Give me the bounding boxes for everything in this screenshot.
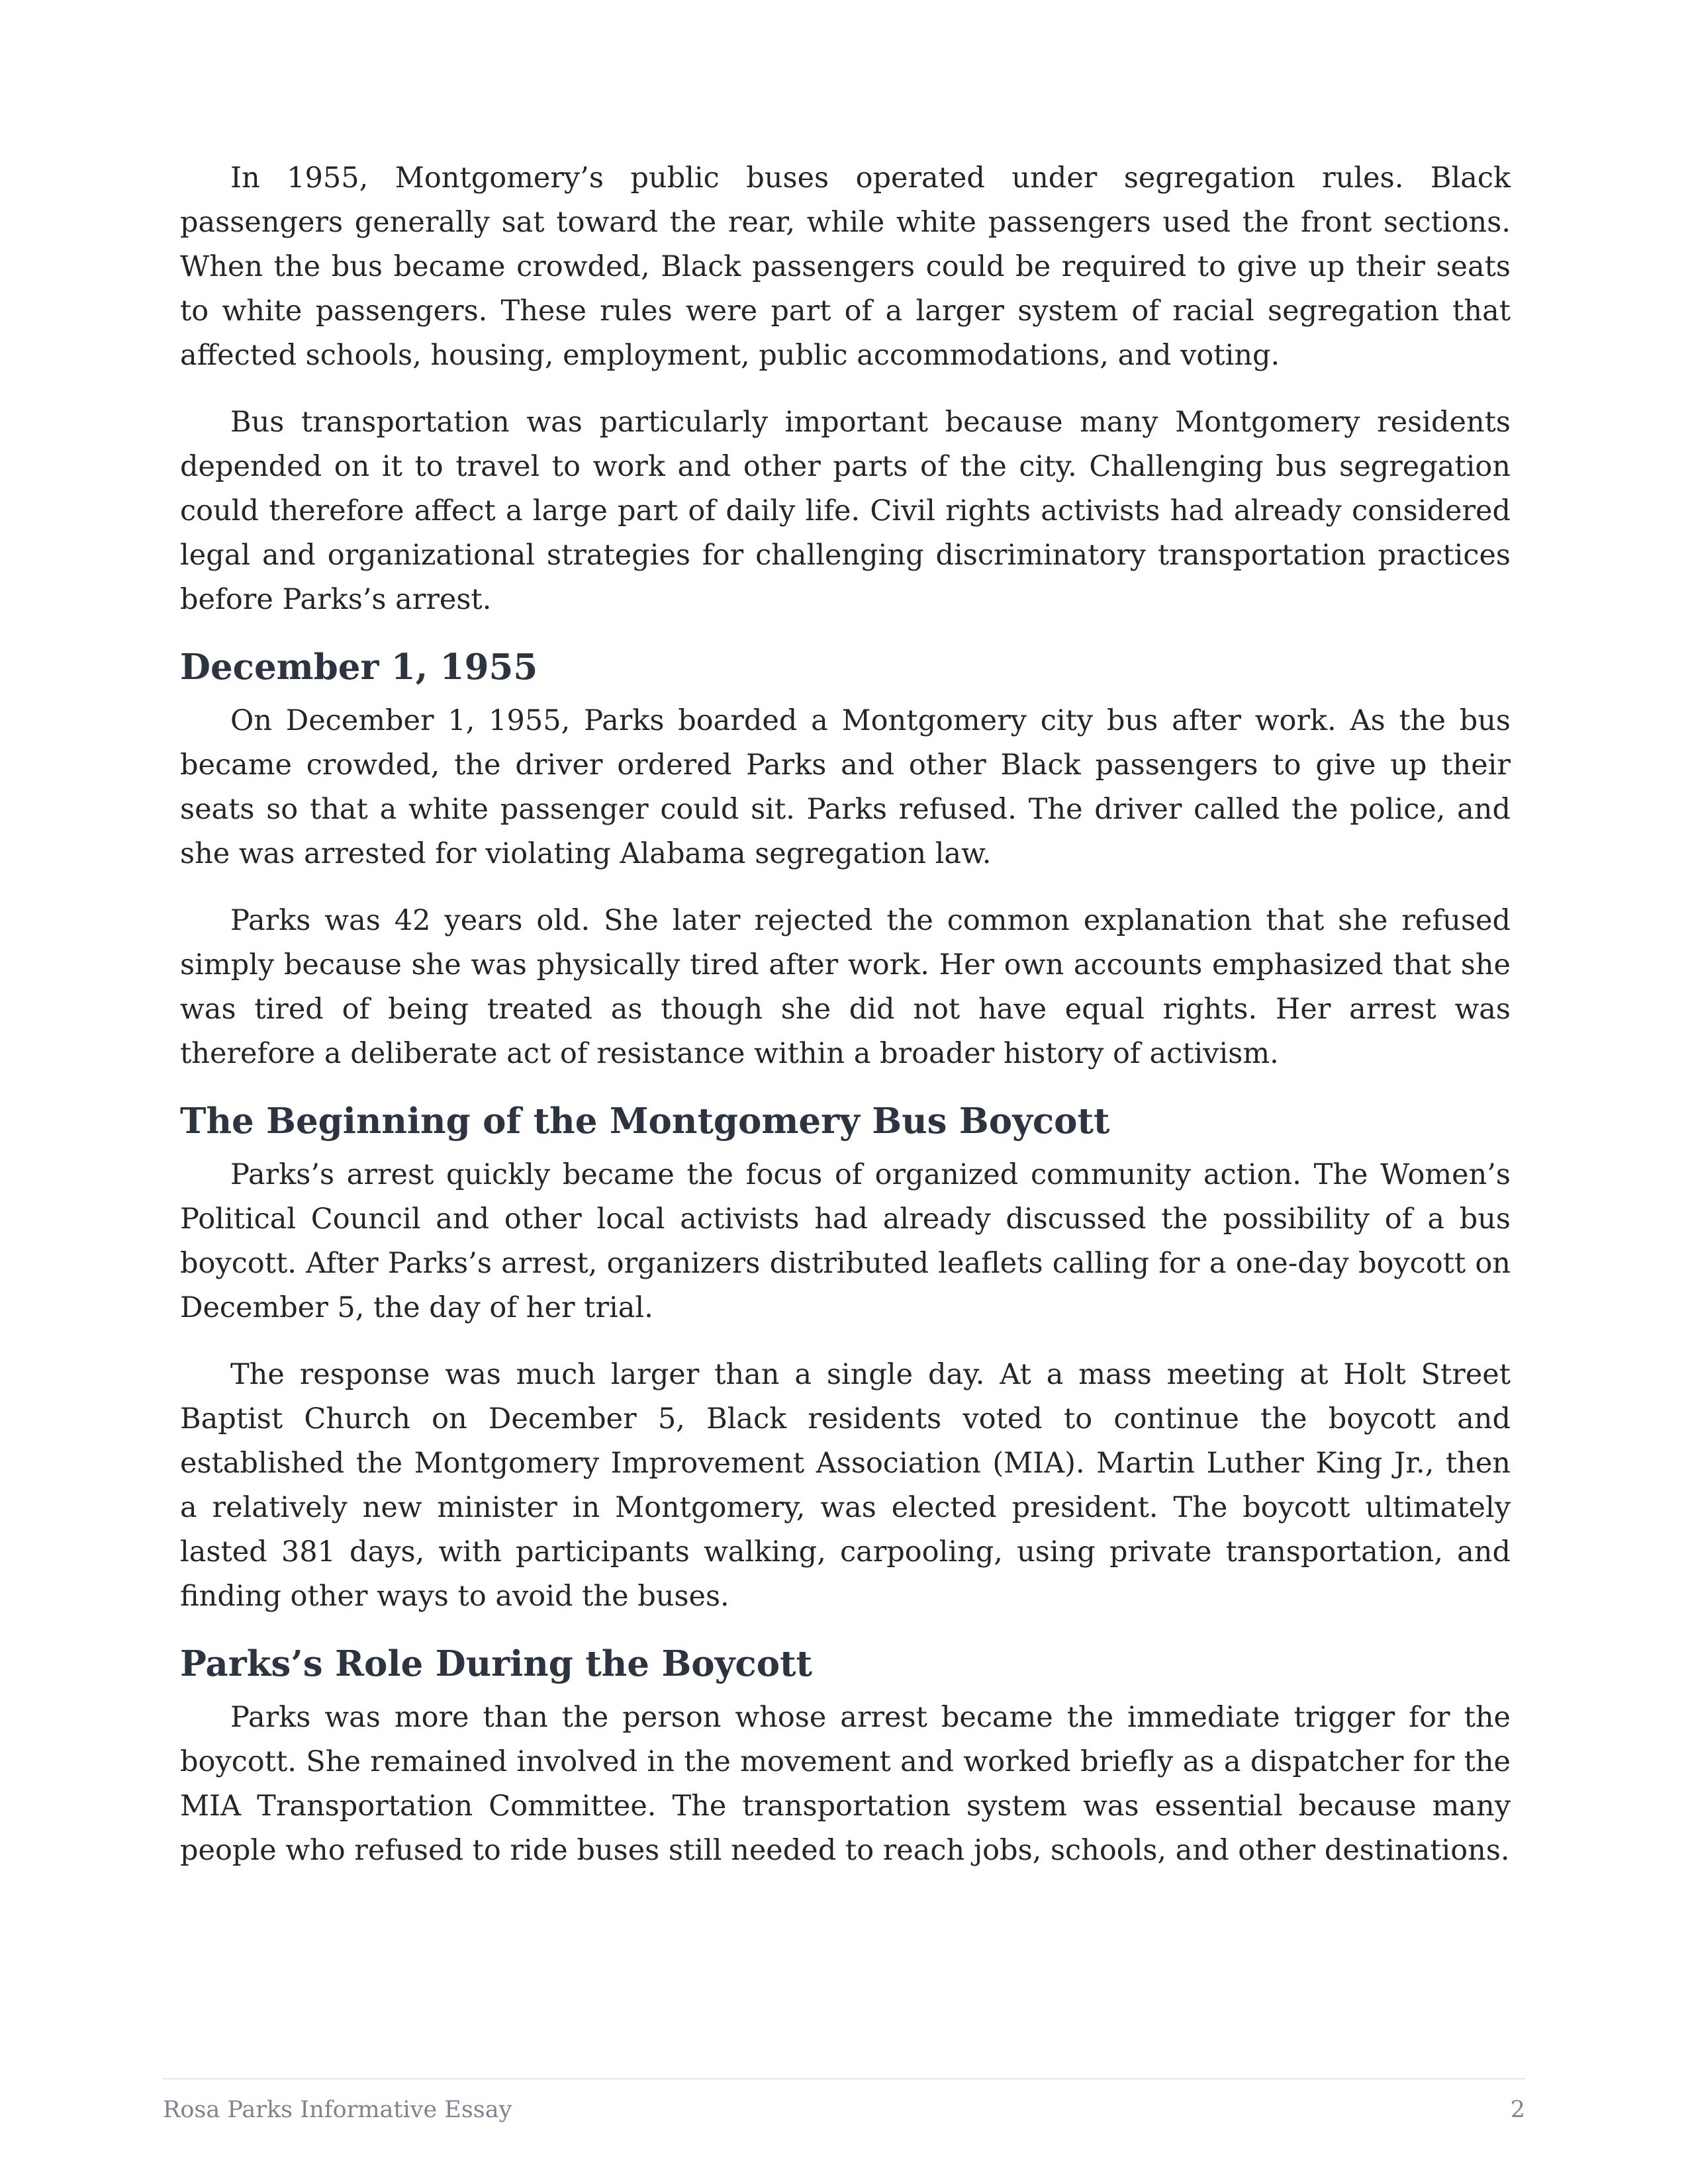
paragraph: Bus transportation was particularly important because many Montgomery residents depended on it to travel to work and other parts of the city. Challenging bus segregation could therefore affect a large part of daily life. Civil rights activists had already considered legal and organizational strategies for challenging discriminatory transportation practices before Parks’s arrest.: [180, 406, 1511, 616]
footer-document-title: Rosa Parks Informative Essay: [163, 2097, 512, 2123]
section-heading: Parks’s Role During the Boycott: [180, 1643, 813, 1684]
section-heading: December 1, 1955: [180, 647, 538, 688]
page-footer: [163, 2078, 1525, 2123]
paragraph: In 1955, Montgomery’s public buses operated under segregation rules. Black passengers generally sat toward the rear, while white passengers used the front sections. When the bus became crowded, Black passengers could be required to give up their seats to white passengers. These rules were part of a larger system of racial segregation that affected schools, housing, employment, public accommodations, and voting.: [180, 161, 1511, 372]
paragraph: Parks was 42 years old. She later rejected the common explanation that she refused simply because she was physically tired after work. Her own accounts emphasized that she was tired of being treated as though she did not have equal rights. Her arrest was therefore a deliberate act of resistance within a broader history of activism.: [180, 904, 1511, 1070]
paragraph: Parks’s arrest quickly became the focus of organized community action. The Women’s Political Council and other local activists had already discussed the possibility of a bus boycott. After Parks’s arrest, organizers distributed leaflets calling for a one-day boycott on December 5, the day of her trial.: [180, 1158, 1511, 1324]
paragraph: Parks was more than the person whose arrest became the immediate trigger for the boycott. She remained involved in the movement and worked briefly as a dispatcher for the MIA Transportation Committee. The transportation system was essential because many people who refused to ride buses still needed to reach jobs, schools, and other destinations.: [180, 1701, 1511, 1867]
page-number: 2: [1510, 2097, 1525, 2123]
document-body: [180, 156, 1511, 1895]
paragraph: The response was much larger than a single day. At a mass meeting at Holt Street Baptist Church on December 5, Black residents voted to continue the boycott and established the Montgomery Improvement Association (MIA). Martin Luther King Jr., then a relatively new minister in Montgomery, was elected president. The boycott ultimately lasted 381 days, with participants walking, carpooling, using private transportation, and finding other ways to avoid the buses.: [180, 1358, 1511, 1613]
section-heading: The Beginning of the Montgomery Bus Boycott: [180, 1101, 1110, 1142]
paragraph: On December 1, 1955, Parks boarded a Montgomery city bus after work. As the bus became crowded, the driver ordered Parks and other Black passengers to give up their seats so that a white passenger could sit. Parks refused. The driver called the police, and she was arrested for violating Alabama segregation law.: [180, 704, 1511, 870]
